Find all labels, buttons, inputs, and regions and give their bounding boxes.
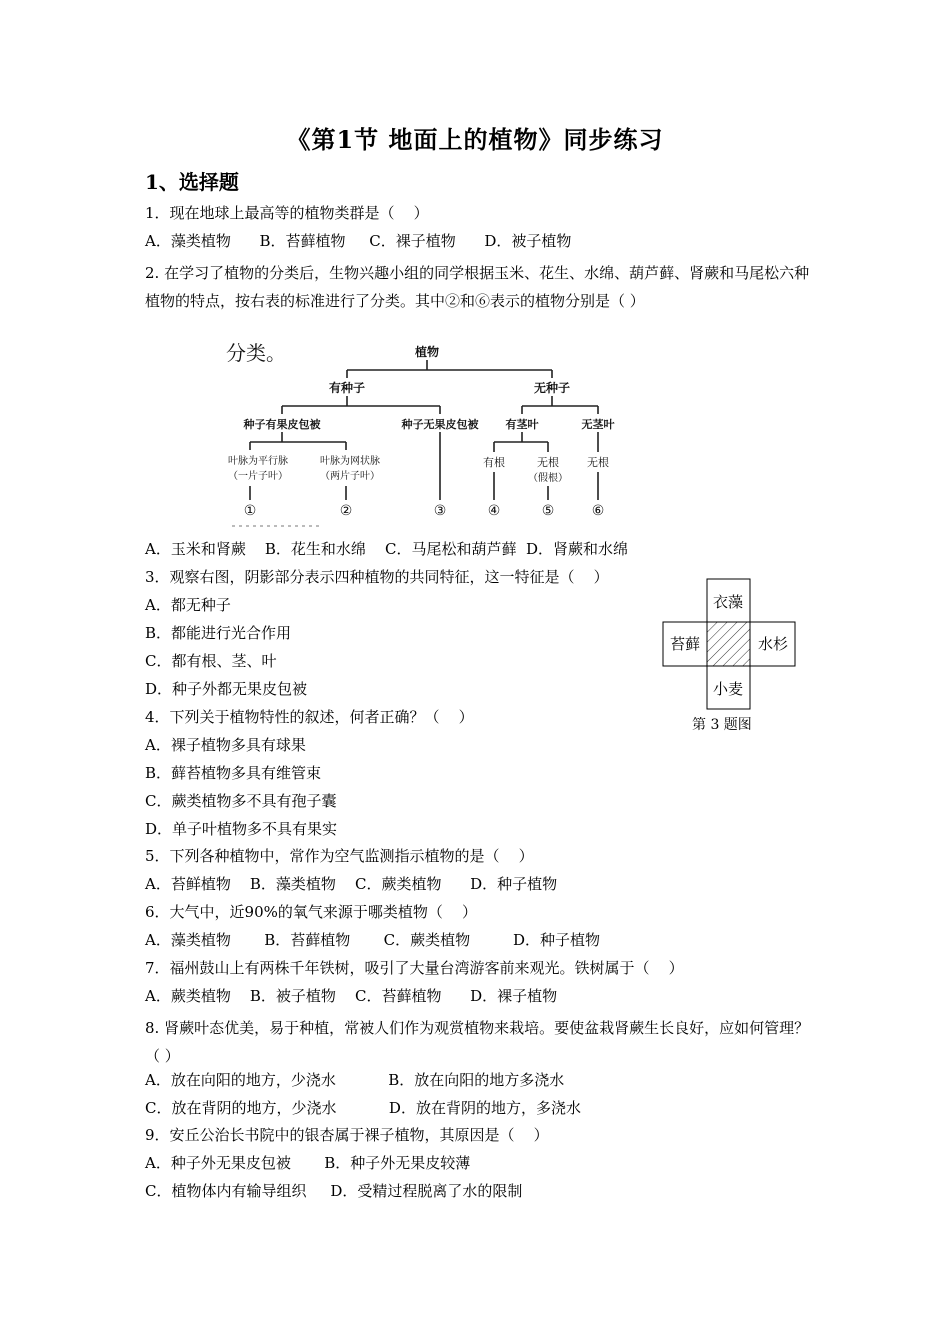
q8-options-cd: C．放在背阴的地方，少浇水 D．放在背阴的地方，多浇水 — [145, 1099, 581, 1117]
leaf-label-3: ③ — [433, 503, 447, 519]
q9-options-ab: A．种子外无果皮包被 B．种子外无果皮较薄 — [145, 1154, 471, 1172]
node-has-stem-leaf: 有茎叶 — [505, 418, 539, 431]
q9-options-cd: C．植物体内有输导组织 D．受精过程脱离了水的限制 — [145, 1182, 523, 1200]
node-two-cotyledons: （两片子叶） — [320, 471, 380, 482]
q4-option-b: B．藓苔植物多具有维管束 — [145, 764, 322, 782]
node-no-root-a: 无根 — [537, 456, 559, 469]
q3-stem: 3．观察右图，阴影部分表示四种植物的共同特征，这一特征是（ ） — [145, 568, 609, 586]
node-no-stem-leaf: 无茎叶 — [581, 418, 615, 431]
node-one-cotyledon: （一片子叶） — [228, 471, 288, 482]
leaf-label-4: ④ — [487, 503, 501, 519]
cross-right-label: 水杉 — [757, 635, 789, 653]
q4-stem: 4．下列关于植物特性的叙述，何者正确？（ ） — [145, 708, 474, 726]
node-covered-seeds: 种子有果皮包被 — [243, 418, 321, 431]
q6-options: A．藻类植物 B．苔藓植物 C．蕨类植物 D．种子植物 — [145, 931, 601, 949]
q8-stem: 8. 肾蕨叶态优美，易于种植，常被人们作为观赏植物来栽培。要使盆栽肾蕨生长良好，应如何管理？（ ） — [145, 1019, 810, 1065]
node-false-root: （假根） — [528, 473, 568, 484]
q9-stem: 9．安丘公治长书院中的银杏属于裸子植物，其原因是（ ） — [145, 1126, 549, 1144]
classification-diagram — [222, 334, 616, 534]
cross-bottom-label: 小麦 — [712, 680, 744, 698]
q8-options-ab: A．放在向阳的地方，少浇水 B．放在向阳的地方多浇水 — [145, 1071, 565, 1089]
diagram-corner-text: 分类。 — [226, 341, 286, 365]
cross-top-label: 衣藻 — [712, 593, 744, 611]
q2-options: A．玉米和肾蕨 B．花生和水绵 C．马尾松和葫芦藓 D．肾蕨和水绵 — [145, 540, 629, 558]
q3-option-a: A．都无种子 — [145, 596, 231, 614]
page-title: 《第1节 地面上的植物》同步练习 — [286, 125, 664, 154]
q3-option-b: B．都能进行光合作用 — [145, 624, 292, 642]
leaf-label-6: ⑥ — [591, 503, 605, 519]
leaf-label-1: ① — [243, 503, 257, 519]
node-with-seeds: 有种子 — [328, 381, 366, 395]
q3-option-c: C．都有根、茎、叶 — [145, 652, 277, 670]
cross-figure — [662, 578, 796, 710]
cross-left-label: 苔藓 — [669, 635, 701, 653]
node-no-root-b: 无根 — [587, 456, 609, 469]
q4-option-c: C．蕨类植物多不具有孢子囊 — [145, 792, 337, 810]
leaf-label-2: ② — [339, 503, 353, 519]
q5-options: A．苔鲜植物 B．藻类植物 C．蕨类植物 D．种子植物 — [145, 875, 558, 893]
q3-option-d: D．种子外都无果皮包被 — [145, 680, 308, 698]
node-has-root: 有根 — [483, 456, 505, 469]
q4-option-d: D．单子叶植物多不具有果实 — [145, 820, 338, 838]
node-net-veins: 叶脉为网状脉 — [320, 456, 380, 467]
node-plants: 植物 — [414, 345, 440, 359]
q7-options: A．蕨类植物 B．被子植物 C．苔藓植物 D．裸子植物 — [145, 987, 558, 1005]
figure-caption: 第 3 题图 — [692, 717, 752, 733]
node-without-seeds: 无种子 — [533, 381, 571, 395]
node-parallel-veins: 叶脉为平行脉 — [228, 456, 288, 467]
q7-stem: 7．福州鼓山上有两株千年铁树，吸引了大量台湾游客前来观光。铁树属于（ ） — [145, 959, 684, 977]
shaded-common-area — [707, 622, 750, 666]
q4-option-a: A．裸子植物多具有球果 — [145, 736, 306, 754]
q1-stem: 1．现在地球上最高等的植物类群是（ ） — [145, 204, 429, 222]
node-bare-seeds: 种子无果皮包被 — [401, 418, 479, 431]
leaf-label-5: ⑤ — [541, 503, 555, 519]
q5-stem: 5．下列各种植物中，常作为空气监测指示植物的是（ ） — [145, 847, 534, 865]
q6-stem: 6．大气中，近90%的氧气来源于哪类植物（ ） — [145, 903, 477, 921]
q2-stem: 2. 在学习了植物的分类后，生物兴趣小组的同学根据玉米、花生、水绵、葫芦藓、肾蕨和马尾松六种植物的特点，按右表的标准进行了分类。其中②和⑥表示的植物分别是（ ） — [145, 264, 810, 310]
section-heading: 1、选择题 — [145, 170, 239, 194]
q1-options: A．藻类植物 B．苔藓植物 C．裸子植物 D．被子植物 — [145, 232, 572, 250]
